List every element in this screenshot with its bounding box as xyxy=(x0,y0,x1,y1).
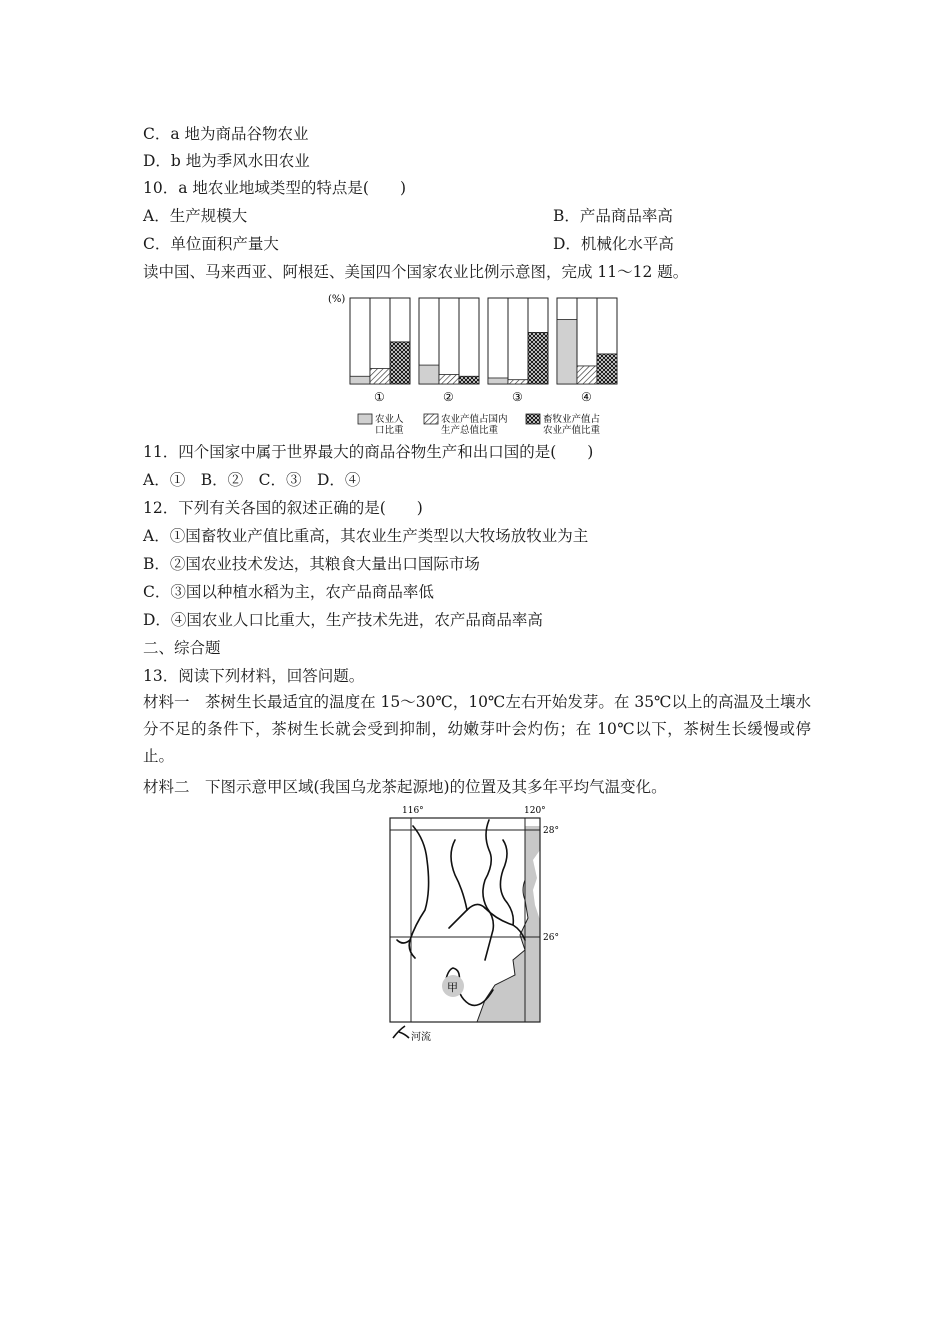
option-10d: D．机械化水平高 xyxy=(553,235,674,253)
legend-swatch-3 xyxy=(526,414,540,424)
bar-3-series-2 xyxy=(508,380,528,384)
bar-2-series-1 xyxy=(419,365,439,384)
question-11-options: A．① B．② C．③ D．④ xyxy=(143,471,361,489)
category-label-3: ③ xyxy=(512,390,523,404)
legend-swatch-2 xyxy=(424,414,438,424)
legend-swatch-1 xyxy=(358,414,372,424)
option-12b: B．②国农业技术发达，其粮食大量出口国际市场 xyxy=(143,555,480,573)
category-label-4: ④ xyxy=(581,390,592,404)
option-9d: D．b 地为季风水田农业 xyxy=(143,152,310,170)
option-12a: A．①国畜牧业产值比重高，其农业生产类型以大牧场放牧业为主 xyxy=(143,527,589,545)
option-9c: C．a 地为商品谷物农业 xyxy=(143,125,309,143)
option-12c: C．③国以种植水稻为主，农产品商品率低 xyxy=(143,583,434,601)
option-10b: B．产品商品率高 xyxy=(553,207,673,225)
bar-1-series-3 xyxy=(390,342,410,384)
bar-1-series-2 xyxy=(370,369,390,384)
question-13: 13．阅读下列材料，回答问题。 xyxy=(143,667,365,685)
legend-label-1-line-2: 口比重 xyxy=(375,425,404,436)
lat-label-26: 26° xyxy=(543,933,559,943)
question-12: 12．下列有关各国的叙述正确的是( ) xyxy=(143,499,423,517)
lat-label-28: 28° xyxy=(543,826,559,836)
bar-1-series-1 xyxy=(350,376,370,384)
option-10c-row xyxy=(143,234,674,254)
section-two-heading: 二、综合题 xyxy=(143,639,221,657)
lon-label-120: 120° xyxy=(524,806,546,816)
lon-label-116: 116° xyxy=(402,806,424,816)
river-legend-icon xyxy=(393,1026,409,1038)
question-10: 10．a 地农业地域类型的特点是( ) xyxy=(143,179,406,197)
bar-2-series-2 xyxy=(439,375,459,384)
region-jia-label: 甲 xyxy=(447,981,458,994)
chart-intro: 读中国、马来西亚、阿根廷、美国四个国家农业比例示意图，完成 11～12 题。 xyxy=(143,263,689,281)
option-10a: A．生产规模大 xyxy=(143,207,248,225)
bar-4-series-1 xyxy=(557,320,577,385)
river-legend-label: 河流 xyxy=(411,1032,431,1043)
category-label-2: ② xyxy=(443,390,454,404)
chart-ylabel: (%) xyxy=(328,294,346,305)
legend-label-2-line-1: 农业产值占国内 xyxy=(441,414,508,425)
legend-label-3-line-2: 农业产值比重 xyxy=(543,425,601,436)
material-two: 材料二 下图示意甲区域(我国乌龙茶起源地)的位置及其多年平均气温变化。 xyxy=(143,778,667,796)
bar-4-series-2 xyxy=(577,366,597,384)
region-map xyxy=(385,800,570,1045)
option-10c: C．单位面积产量大 xyxy=(143,235,279,253)
category-label-1: ① xyxy=(374,390,385,404)
bar-3-series-1 xyxy=(488,378,508,384)
question-11: 11．四个国家中属于世界最大的商品谷物生产和出口国的是( ) xyxy=(143,443,594,461)
bar-2-series-3 xyxy=(459,376,479,384)
legend-label-1-line-1: 农业人 xyxy=(375,414,404,425)
bar-4-series-3 xyxy=(597,354,617,384)
legend-label-2-line-2: 生产总值比重 xyxy=(441,425,499,436)
legend-label-3-line-1: 畜牧业产值占 xyxy=(543,414,601,425)
option-12d: D．④国农业人口比重大，生产技术先进，农产品商品率高 xyxy=(143,611,543,629)
rivers xyxy=(397,820,525,1005)
option-10a-row xyxy=(143,206,673,226)
agriculture-ratio-chart xyxy=(320,290,630,438)
bar-3-series-3 xyxy=(528,332,548,384)
material-one: 材料一 茶树生长最适宜的温度在 15～30℃，10℃左右开始发芽。在 35℃以上的高温及土壤水分不足的条件下，茶树生长就会受到抑制，幼嫩芽叶会灼伤；在 10℃以下，茶树生长缓慢或停止。 xyxy=(143,693,811,765)
